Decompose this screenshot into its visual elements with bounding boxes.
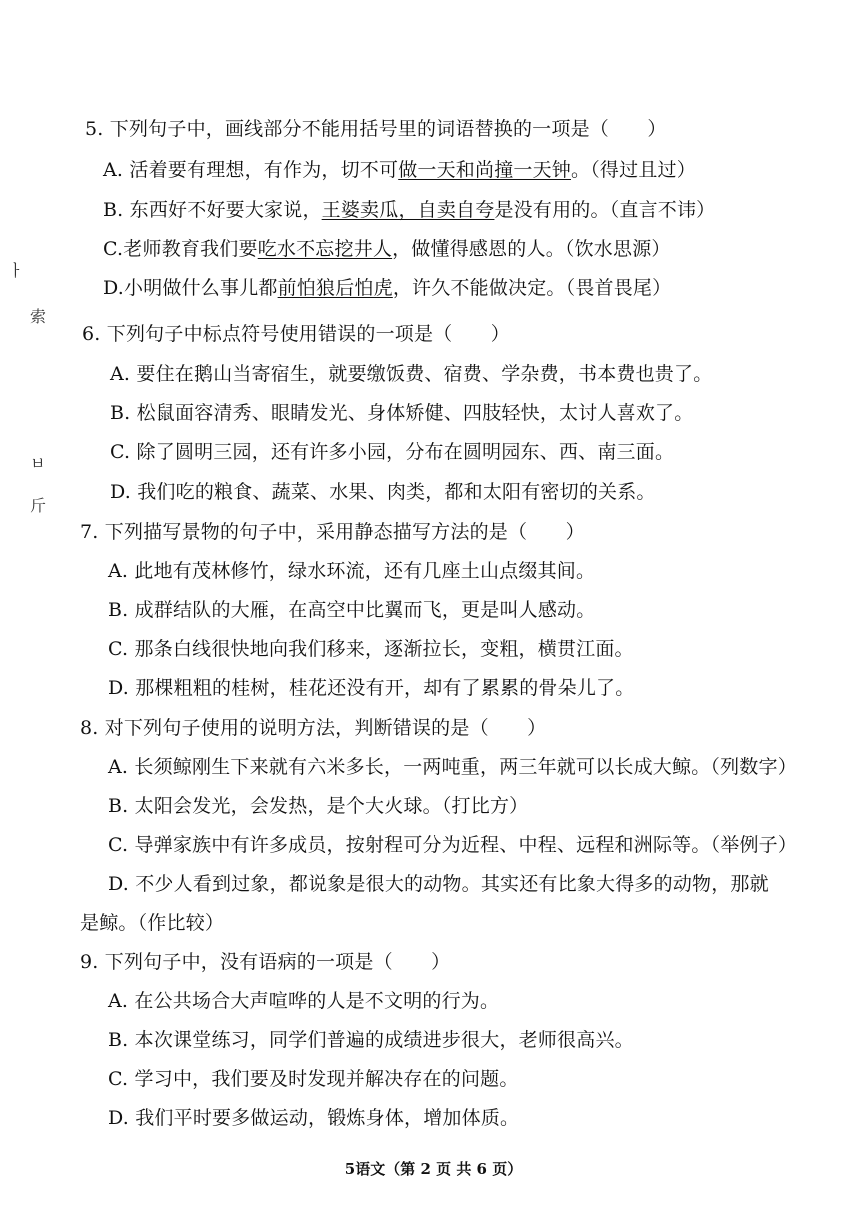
option-text: 。（得过且过） (571, 159, 696, 181)
question-7-stem: 7. 下列描写景物的句子中，采用静态描写方法的是（ ） (80, 521, 585, 543)
question-6-option-a: A. 要住在鹅山当寄宿生，就要缴饭费、宿费、学杂费，书本费也贵了。 (110, 363, 713, 385)
option-text: 是没有用的。（直言不讳） (494, 199, 716, 221)
question-7-option-c: C. 那条白线很快地向我们移来，逐渐拉长，变粗，横贯江面。 (108, 638, 634, 660)
question-9-option-b: B. 本次课堂练习，同学们普遍的成绩进步很大，老师很高兴。 (108, 1029, 634, 1051)
question-9-option-c: C. 学习中，我们要及时发现并解决存在的问题。 (108, 1068, 519, 1090)
question-9-option-a: A. 在公共场合大声喧哗的人是不文明的行为。 (108, 990, 500, 1012)
question-7-option-a: A. 此地有茂林修竹，绿水环流，还有几座土山点缀其间。 (108, 560, 596, 582)
option-text: ，许久不能做决定。（畏首畏尾） (392, 277, 672, 299)
question-8-option-d-continued: 是鲸。（作比较） (80, 912, 225, 934)
margin-mark: ㅂ (30, 454, 46, 473)
question-5-option-b (103, 198, 715, 222)
question-8-option-b: B. 太阳会发光，会发热，是个大火球。（打比方） (108, 795, 529, 817)
underlined-phrase: 前怕狼后怕虎 (277, 277, 393, 299)
question-8-option-d: D. 不少人看到过象，都说象是很大的动物。其实还有比象大得多的动物，那就 (108, 873, 769, 895)
option-text: C.老师教育我们要 (103, 238, 258, 260)
question-7-option-b: B. 成群结队的大雁，在高空中比翼而飞，更是叫人感动。 (108, 599, 596, 621)
question-5-option-d (103, 276, 671, 300)
question-7-option-d: D. 那棵粗粗的桂树，桂花还没有开，却有了累累的骨朵儿了。 (108, 677, 635, 699)
question-5-stem: 5. 下列句子中，画线部分不能用括号里的词语替换的一项是（ ） (85, 118, 667, 140)
underlined-phrase: 做一天和尚撞一天钟 (398, 159, 572, 181)
question-9-stem: 9. 下列句子中，没有语病的一项是（ ） (80, 951, 451, 973)
question-8-option-c: C. 导弹家族中有许多成员，按射程可分为近程、中程、远程和洲际等。（举例子） (108, 834, 798, 856)
margin-mark: ㅏ (8, 261, 24, 280)
option-text: A. 活着要有理想，有作为，切不可 (103, 159, 399, 181)
option-text: B. 东西好不好要大家说， (103, 199, 322, 221)
option-text: D.小明做什么事儿都 (103, 277, 278, 299)
page-footer: 5语文（第 2 页 共 6 页） (344, 1160, 523, 1178)
underlined-phrase: 吃水不忘挖井人 (257, 238, 393, 260)
underlined-phrase: 王婆卖瓜，自卖自夸 (321, 199, 495, 221)
question-5-option-a (103, 158, 696, 182)
question-6-option-b: B. 松鼠面容清秀、眼睛发光、身体矫健、四肢轻快，太讨人喜欢了。 (110, 402, 694, 424)
question-6-stem: 6. 下列句子中标点符号使用错误的一项是（ ） (82, 323, 510, 345)
question-6-option-d: D. 我们吃的粮食、蔬菜、水果、肉类，都和太阳有密切的关系。 (110, 481, 656, 503)
margin-mark: 索 (30, 307, 47, 326)
option-text: ，做懂得感恩的人。（饮水思源） (392, 238, 671, 260)
question-8-option-a: A. 长须鲸刚生下来就有六米多长，一两吨重，两三年就可以长成大鲸。（列数字） (108, 756, 797, 778)
question-5-option-c (103, 237, 671, 261)
question-8-stem: 8. 对下列句子使用的说明方法，判断错误的是（ ） (80, 717, 547, 739)
question-9-option-d: D. 我们平时要多做运动，锻炼身体，增加体质。 (108, 1107, 520, 1129)
question-6-option-c: C. 除了圆明三园，还有许多小园，分布在圆明园东、西、南三面。 (110, 441, 675, 463)
margin-mark: 斤 (30, 496, 47, 515)
